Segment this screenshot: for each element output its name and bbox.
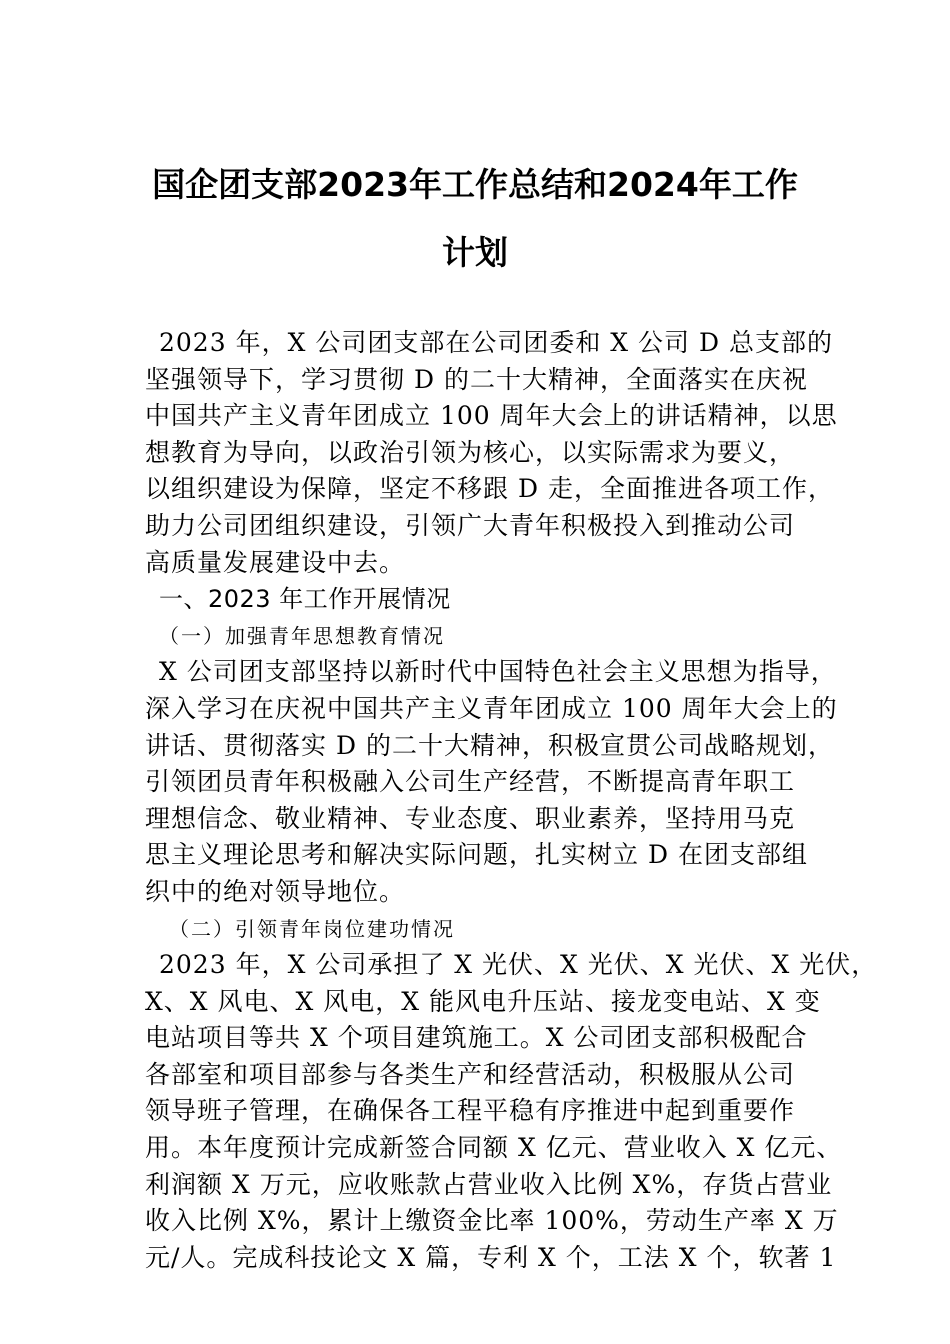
paragraph-line: 各部室和项目部参与各类生产和经营活动，积极服从公司	[145, 1059, 796, 1089]
subsection-heading: （二）引领青年岗位建功情况	[169, 916, 455, 941]
paragraph-line: 中国共产主义青年团成立 100 周年大会上的讲话精神，以思	[145, 401, 838, 431]
paragraph-line: 用。本年度预计完成新签合同额 X 亿元、营业收入 X 亿元、	[145, 1133, 843, 1163]
paragraph-line: X 公司团支部坚持以新时代中国特色社会主义思想为指导，	[159, 657, 837, 687]
document-body	[145, 325, 878, 1276]
paragraph-line: 高质量发展建设中去。	[145, 547, 406, 577]
document-title-line-1: 国企团支部2023年工作总结和2024年工作	[152, 165, 798, 204]
paragraph-line: 电站项目等共 X 个项目建筑施工。X 公司团支部积极配合	[145, 1023, 808, 1053]
paragraph-line: 想教育为导向，以政治引领为核心，以实际需求为要义，	[145, 437, 796, 467]
document-title-line-2: 计划	[442, 233, 508, 272]
paragraph-line: 助力公司团组织建设，引领广大青年积极投入到推动公司	[145, 510, 796, 540]
paragraph-line: 坚强领导下，学习贯彻 D 的二十大精神，全面落实在庆祝	[145, 364, 808, 394]
paragraph-line: 2023 年，X 公司团支部在公司团委和 X 公司 D 总支部的	[159, 328, 833, 357]
paragraph-line: 以组织建设为保障，坚定不移跟 D 走，全面推进各项工作，	[145, 474, 834, 504]
paragraph-line: 思主义理论思考和解决实际问题，扎实树立 D 在团支部组	[145, 840, 808, 870]
paragraph-line: 引领团员青年积极融入公司生产经营，不断提高青年职工	[145, 767, 796, 797]
paragraph-line: 讲话、贯彻落实 D 的二十大精神，积极宣贯公司战略规划，	[145, 730, 834, 760]
paragraph-line: 利润额 X 万元，应收账款占营业收入比例 X%，存货占营业	[145, 1169, 833, 1199]
paragraph-line: 深入学习在庆祝中国共产主义青年团成立 100 周年大会上的	[145, 693, 838, 723]
paragraph-line: X、X 风电、X 风电，X 能风电升压站、接龙变电站、X 变	[145, 986, 821, 1016]
paragraph-line: 理想信念、敬业精神、专业态度、职业素养，坚持用马克	[145, 803, 796, 833]
section-heading: 一、2023 年工作开展情况	[159, 585, 451, 614]
paragraph-line: 织中的绝对领导地位。	[145, 876, 406, 906]
paragraph-line: 收入比例 X%，累计上缴资金比率 100%，劳动生产率 X 万	[145, 1206, 839, 1236]
paragraph-line: 2023 年，X 公司承担了 X 光伏、X 光伏、X 光伏、X 光伏，	[159, 950, 878, 980]
paragraph-line: 领导班子管理，在确保各工程平稳有序推进中起到重要作	[145, 1096, 796, 1126]
paragraph-line: 元/人。完成科技论文 X 篇，专利 X 个，工法 X 个，软著 1	[145, 1242, 837, 1272]
subsection-heading: （一）加强青年思想教育情况	[159, 623, 445, 648]
